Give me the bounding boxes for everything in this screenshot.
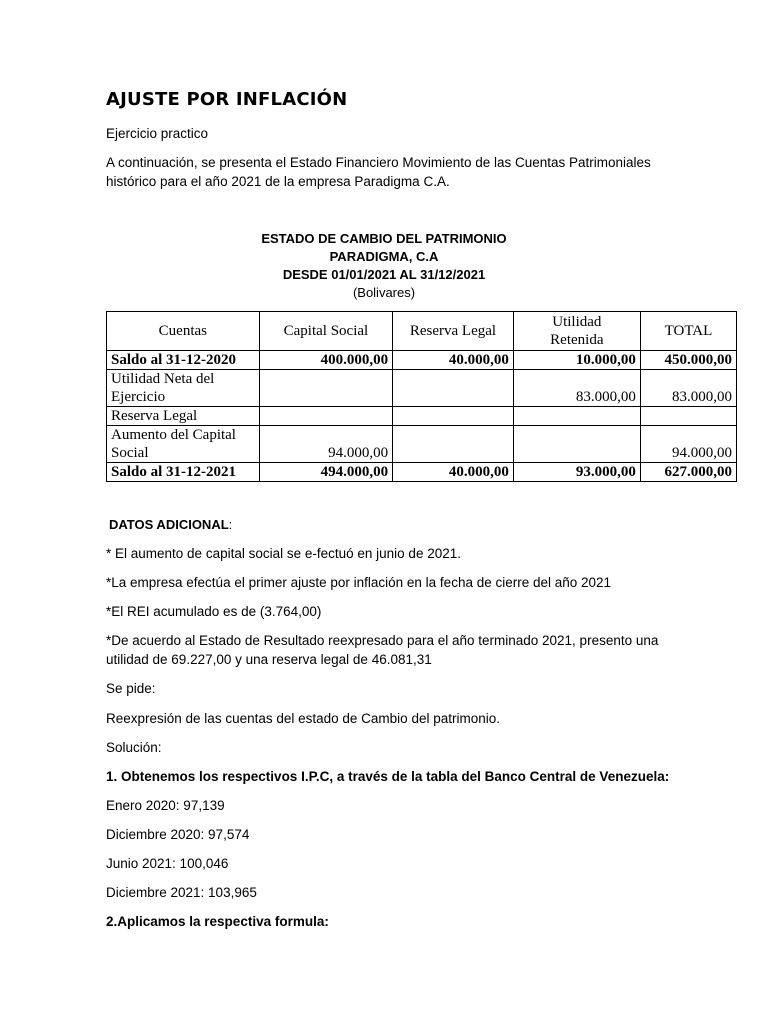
row-label: Aumento del Capital Social (107, 426, 260, 463)
cell-total: 450.000,00 (640, 351, 736, 370)
cell-capital: 94.000,00 (259, 426, 392, 463)
cell-reserva (393, 426, 514, 463)
step-2: 2.Aplicamos la respectiva formula: (106, 914, 329, 929)
header-cuentas: Cuentas (107, 312, 260, 351)
ipc-diciembre-2021: Diciembre 2021: 103,965 (106, 885, 257, 900)
statement-header (106, 230, 662, 302)
table-row (107, 426, 737, 463)
se-pide: Se pide: (106, 681, 156, 696)
cell-total: 83.000,00 (640, 370, 736, 407)
datos-item-4-line-1: *De acuerdo al Estado de Resultado reexpresado para el año terminado 2021, presento una (106, 633, 659, 648)
header-utilidad-retenida: Utilidad Retenida (513, 312, 640, 351)
subtitle: Ejercicio practico (106, 126, 209, 141)
statement-period: DESDE 01/01/2021 AL 31/12/2021 (282, 267, 486, 282)
table-row (107, 407, 737, 426)
cell-capital: 494.000,00 (259, 463, 392, 482)
cell-utilidad: 10.000,00 (513, 351, 640, 370)
step-1: 1. Obtenemos los respectivos I.P.C, a través de la tabla del Banco Central de Venezuela: (106, 769, 670, 784)
datos-item-4-line-2: utilidad de 69.227,00 y una reserva legal de 46.081,31 (106, 652, 432, 667)
table-header-row (107, 312, 737, 351)
cell-utilidad: 93.000,00 (513, 463, 640, 482)
ipc-diciembre-2020: Diciembre 2020: 97,574 (106, 827, 250, 842)
datos-heading: DATOS ADICIONAL: (109, 517, 233, 532)
cell-capital (259, 407, 392, 426)
cell-total: 94.000,00 (640, 426, 736, 463)
reexpresion: Reexpresión de las cuentas del estado de Cambio del patrimonio. (106, 711, 500, 726)
cell-total (640, 407, 736, 426)
cell-total: 627.000,00 (640, 463, 736, 482)
header-reserva-legal: Reserva Legal (393, 312, 514, 351)
ipc-enero-2020: Enero 2020: 97,139 (106, 798, 225, 813)
intro-line-1: A continuación, se presenta el Estado Financiero Movimiento de las Cuentas Patrimoniales (106, 155, 651, 170)
row-label: Utilidad Neta del Ejercicio (107, 370, 260, 407)
cell-reserva: 40.000,00 (393, 351, 514, 370)
cell-reserva (393, 370, 514, 407)
intro-line-2: histórico para el año 2021 de la empresa Paradigma C.A. (106, 174, 450, 189)
document-title: AJUSTE POR INFLACIÓN (106, 89, 348, 110)
cell-capital (259, 370, 392, 407)
header-total: TOTAL (640, 312, 736, 351)
statement-currency: (Bolivares) (352, 285, 416, 300)
row-label: Saldo al 31-12-2021 (107, 463, 260, 482)
statement-title: ESTADO DE CAMBIO DEL PATRIMONIO (261, 231, 507, 246)
datos-item-1: * El aumento de capital social se e-fectuó en junio de 2021. (106, 546, 461, 561)
header-capital-social: Capital Social (259, 312, 392, 351)
cell-reserva: 40.000,00 (393, 463, 514, 482)
cell-utilidad: 83.000,00 (513, 370, 640, 407)
datos-item-3: *El REI acumulado es de (3.764,00) (106, 604, 322, 619)
row-label: Reserva Legal (107, 407, 260, 426)
cell-utilidad (513, 407, 640, 426)
table-row (107, 351, 737, 370)
cell-utilidad (513, 426, 640, 463)
solucion: Solución: (106, 740, 162, 755)
table-row (107, 370, 737, 407)
equity-statement-table (106, 311, 737, 482)
ipc-junio-2021: Junio 2021: 100,046 (106, 856, 229, 871)
row-label: Saldo al 31-12-2020 (107, 351, 260, 370)
cell-capital: 400.000,00 (259, 351, 392, 370)
datos-item-2: *La empresa efectúa el primer ajuste por inflación en la fecha de cierre del año 2021 (106, 575, 612, 590)
company-name: PARADIGMA, C.A (329, 249, 439, 264)
table-row (107, 463, 737, 482)
cell-reserva (393, 407, 514, 426)
